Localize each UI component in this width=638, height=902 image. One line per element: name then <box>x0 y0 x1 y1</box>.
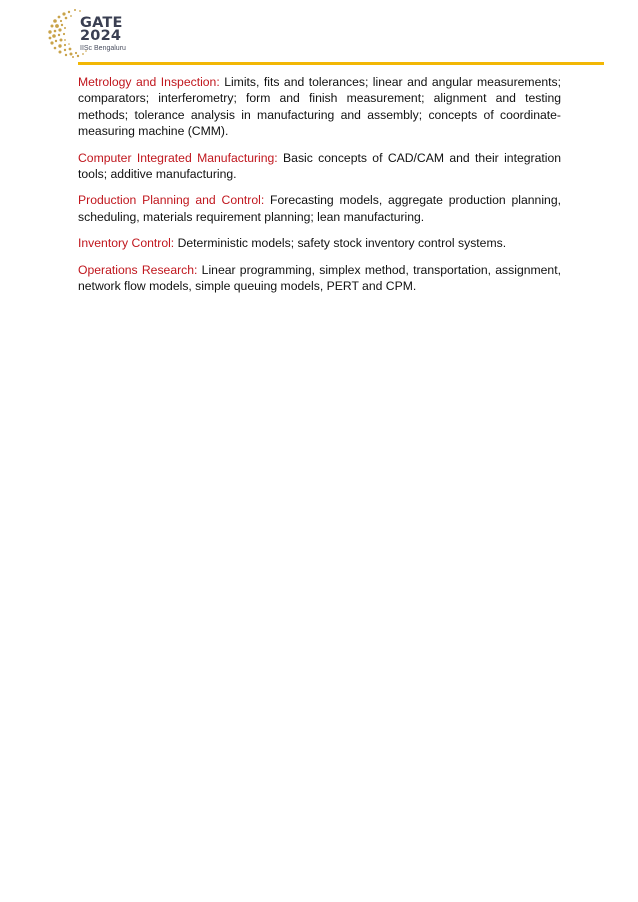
syllabus-paragraph <box>78 235 561 251</box>
topic-description: Limits, fits and tolerances; linear and angular measurements; comparators; interferometry; form and finish measurement; alignment and testing methods; tolerance analysis in manufacturing and assembly; concepts of coordinate-measuring machine (CMM). <box>78 75 561 139</box>
topic-heading: Production Planning and Control: <box>78 193 265 208</box>
logo-title-gate: GATE <box>80 15 123 31</box>
topic-description: Forecasting models, aggregate production planning, scheduling, materials requirement planning; lean manufacturing. <box>78 193 561 224</box>
topic-description: Deterministic models; safety stock inventory control systems. <box>174 236 507 251</box>
logo-title-year: 2024 <box>80 28 122 44</box>
topic-heading: Inventory Control: <box>78 236 175 251</box>
topic-description: Basic concepts of CAD/CAM and their integration tools; additive manufacturing. <box>78 150 561 182</box>
topic-heading: Computer Integrated Manufacturing: <box>78 150 278 165</box>
syllabus-content <box>78 74 561 304</box>
syllabus-paragraph <box>78 192 561 225</box>
header-divider <box>78 62 604 65</box>
syllabus-paragraph <box>78 262 561 295</box>
topic-heading: Metrology and Inspection: <box>78 75 220 89</box>
logo-subtitle: IISc Bengaluru <box>80 45 126 52</box>
topic-description: Linear programming, simplex method, transportation, assignment, network flow models, simple queuing models, PERT and CPM. <box>78 262 561 294</box>
syllabus-paragraph <box>78 150 561 183</box>
topic-heading: Operations Research: <box>78 262 198 277</box>
syllabus-paragraph <box>78 74 561 140</box>
gate-logo <box>42 4 162 64</box>
logo-text <box>80 17 126 52</box>
